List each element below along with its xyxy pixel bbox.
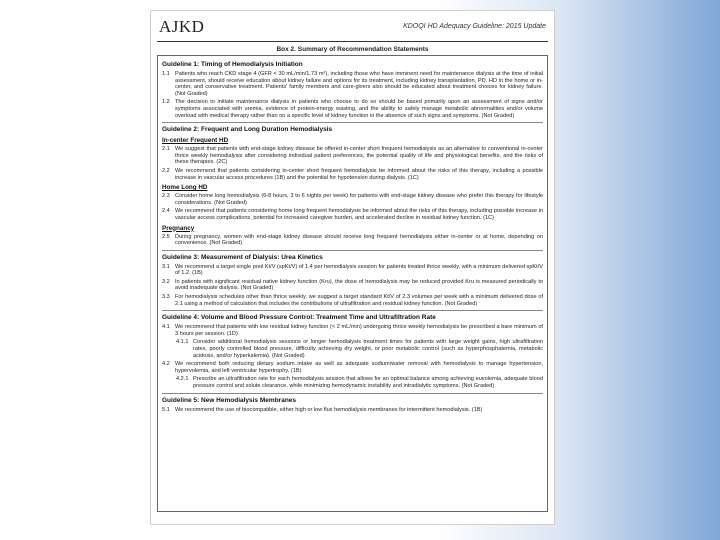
recommendation [162,193,543,206]
recommendation-number: 1.1 [162,71,170,77]
recommendation-number: 2.1 [162,146,170,153]
recommendation-text: We recommend both reducing dietary sodium intake as well as adequate sodium/water removal with hemodialysis to manage hypertension, hypervolemia, and left ventricular hypertrophy. (1B) [175,361,543,374]
recommendation [162,407,543,414]
recommendation [176,376,543,389]
recommendation [162,208,543,221]
recommendation-text: Prescribe an ultrafiltration rate for each hemodialysis session that allows for an optimal balance among achieving euvolemia, adequate blood pressure control and solute clearance, while minimizing hemodynamic instability and intradialytic symptoms. (Not Graded) [193,376,543,389]
recommendation-text: We recommend that patients with low residual kidney function (< 2 mL/min) undergoing thrice weekly hemodialysis be prescribed a bare minimum of 3 hours per session. (1D) [175,324,543,337]
recommendation [162,294,543,307]
guideline-separator [162,310,543,311]
recommendation-number: 3.3 [162,294,170,301]
recommendation-number: 2.5 [162,233,170,240]
recommendation [162,234,543,247]
guideline-title: Guideline 4: Volume and Blood Pressure Control: Treatment Time and Ultrafiltration Rate [162,314,436,322]
recommendation-text: The decision to initiate maintenance dialysis in patients who choose to do so should be based primarily upon an assessment of signs and/or symptoms associated with uremia, evidence of protein-energy wasting, and the ability to safely manage metabolic abnormalities and/or volume overload with medical therapy rather than on a specific level of kidney function in the absence of such signs and symptoms. (Not Graded) [175,99,543,119]
recommendation-number: 2.3 [162,193,170,200]
recommendation-text: Patients who reach CKD stage 4 (GFR < 30 mL/min/1.73 m²), including those who have imminent need for maintenance dialysis at the time of initial assessment, should receive education about kidney failure and options for its treatment, including kidney transplantation, PD, HD in the home or in-center, and conservative treatment. Patients' family members and care-givers also should be educated about treatment choices for kidney failure. (Not Graded) [175,71,543,97]
recommendation-number: 2.2 [162,167,170,174]
recommendation-number: 5.1 [162,406,170,413]
recommendation [162,324,543,337]
guideline-title: Guideline 1: Timing of Hemodialysis Initiation [162,61,303,68]
recommendation [162,279,543,292]
recommendation-number: 4.2.1 [176,376,189,383]
journal-logo: AJKD [159,17,205,36]
guideline-separator [162,122,543,123]
header-rule [157,41,548,42]
recommendation [162,361,543,374]
recommendation-text: We suggest that patients with end-stage kidney disease be offered in-center short frequent hemodialysis as an alternative to conventional in-center thrice weekly hemodialysis after considering individual patient preferences, the potential quality of life and physiological benefits, and the risks of these therapies. (2C) [175,146,543,166]
recommendation [176,339,543,359]
recommendation-text: Consider home long hemodialysis (6-8 hours, 3 to 6 nights per week) for patients with end-stage kidney disease who prefer this therapy for lifestyle considerations. (Not Graded) [175,193,543,206]
page-header [157,17,548,43]
box-title: Box 2. Summary of Recommendation Statements [276,46,429,53]
recommendation-text: We recommend that patients considering home long frequent hemodialysis be informed about the risks of this therapy, including possible increase in vascular access complications, potential for increased caregiver burden, and accelerated decline in residual kidney function. (1C) [175,208,543,221]
recommendation-number: 3.2 [162,278,170,285]
document-page [150,10,555,525]
guideline-separator [162,393,543,394]
section-subtitle: In-center Frequent HD [162,137,229,145]
guideline-separator [162,250,543,251]
recommendation-number: 2.4 [162,208,170,215]
recommendation-number: 3.1 [162,263,170,270]
recommendation-number: 4.1 [162,324,170,331]
recommendation-number: 1.2 [162,99,170,106]
section-subtitle: Pregnancy [162,224,195,232]
recommendation-text: During pregnancy, women with end-stage kidney disease should receive long frequent hemodialysis either in-center or at home, depending on convenience. (Not Graded) [175,233,543,247]
guideline-title: Guideline 5: New Hemodialysis Membranes [162,396,297,404]
recommendation-text: We recommend the use of biocompatible, either high or low flux hemodialysis membranes for intermittent hemodialysis. (1B) [175,406,483,413]
running-head: KDOQI HD Adequacy Guideline: 2015 Update [403,23,546,30]
recommendation [162,99,543,119]
section-subtitle: Home Long HD [162,184,208,192]
recommendation [162,71,543,97]
recommendation-number: 4.2 [162,361,170,368]
recommendation-text: Consider additional hemodialysis sessions or longer hemodialysis treatment times for patients with large weight gains, high ultrafiltration rates, poorly controlled blood pressure, difficulty achieving dry weight, or poor metabolic control (such as hyperphosphatemia, metabolic acidosis, and/or hyperkalemia). (Not Graded) [193,339,543,359]
recommendation-number: 4.1.1 [176,339,189,346]
recommendation-text: We recommend that patients considering in-center short frequent hemodialysis be informed about the risks of this therapy, including a possible increase in vascular access procedures (1B) and the potential for hypotension during dialysis. (1C) [175,167,543,181]
recommendation-box [157,55,548,512]
background-left [0,0,150,540]
guideline-title: Guideline 2: Frequent and Long Duration Hemodialysis [162,126,333,134]
recommendation-text: In patients with significant residual native kidney function (Kru), the dose of hemodialysis may be reduced provided Kru is measured periodically to avoid inadequate dialysis. (Not Graded) [175,278,543,292]
recommendation [162,146,543,166]
guideline-title: Guideline 3: Measurement of Dialysis: Urea Kinetics [162,253,323,261]
recommendation [162,264,543,277]
recommendation-text: For hemodialysis schedules other than thrice weekly, we suggest a target standard Kt/V of 2.3 volumes per week with a minimum delivered dose of 2.1 using a method of calculation that includes the contributions of ultrafiltration and residual kidney function. (Not Graded) [175,294,543,307]
recommendation-text: We recommend a target single pool Kt/V (spKt/V) of 1.4 per hemodialysis session for patients treated thrice weekly, with a minimum delivered spKt/V of 1.2. (1B) [175,263,543,277]
recommendation [162,168,543,181]
